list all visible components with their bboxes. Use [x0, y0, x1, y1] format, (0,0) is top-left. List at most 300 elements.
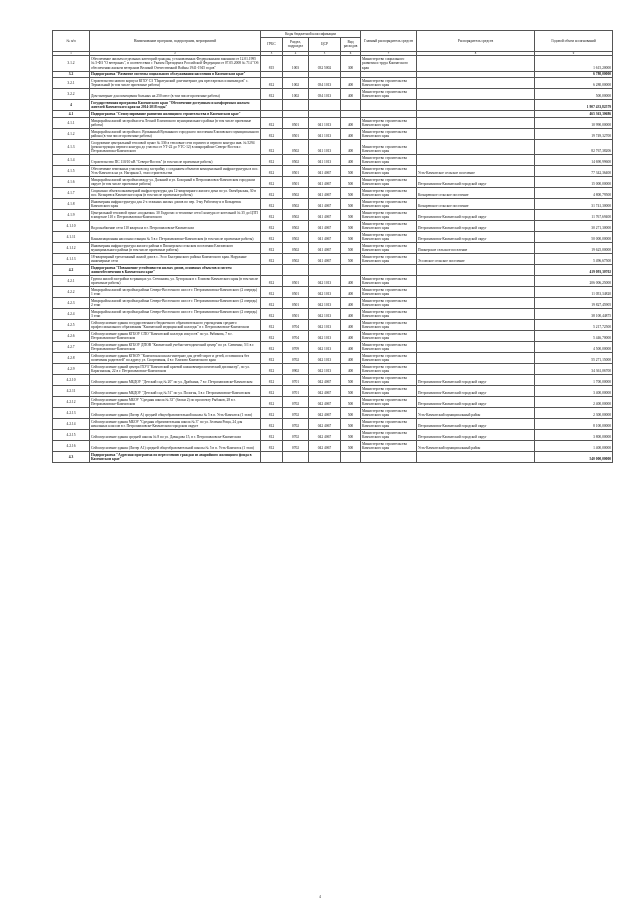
- row-grbs: 812: [261, 117, 283, 128]
- row-recipient: [417, 298, 535, 309]
- row-name: Сейсмоусиление здания КГКОУ "Камчатская школа-интернат для детей-сирот и детей, оставшихся без попечения родителей" по адресу ул. Спортивная, 4 в г. Елизово Камчатского края: [90, 353, 261, 364]
- row-vr: [341, 265, 361, 276]
- row-number: 4.2.3: [53, 298, 90, 309]
- row-vr: 500: [341, 188, 361, 199]
- row-csr: 041 4067: [309, 232, 341, 243]
- row-admin: Министерство строительства Камчатского края: [361, 430, 417, 441]
- row-vr: 400: [341, 298, 361, 309]
- row-amount: 5 217,72500: [535, 320, 613, 331]
- row-amount: 540 000,00000: [535, 452, 613, 463]
- row-recipient: Петропавловск-Камчатский городской округ: [417, 419, 535, 430]
- row-name: Сейсмоусиление здания МБОУ "Средняя образовательная школа № 3" по ул. Зеленая Роща, 24 для начальных классов в г. Петропавловске-Камчатском городском округе: [90, 419, 261, 430]
- row-number: 4.2.12: [53, 397, 90, 408]
- header-csr: ЦСР: [309, 37, 341, 51]
- row-amount: 4 500,00000: [535, 342, 613, 353]
- row-number: 4.2: [53, 265, 90, 276]
- table-row: [53, 386, 613, 397]
- row-grbs: 812: [261, 342, 283, 353]
- table-row: [53, 210, 613, 221]
- row-name: Сейсмоусиление здания МБДОУ "Детский сад № 20" по ул. Драбкина, 7 в г. Петропавловске-Камчатском: [90, 375, 261, 386]
- row-amount: 77 342,36400: [535, 166, 613, 177]
- table-row: [53, 430, 613, 441]
- row-vr: 500: [341, 177, 361, 188]
- row-rz: 0502: [283, 232, 309, 243]
- row-admin: Министерство строительства Камчатского края: [361, 386, 417, 397]
- row-vr: 400: [341, 309, 361, 320]
- row-recipient: [417, 100, 535, 111]
- row-admin: Министерство строительства Камчатского края: [361, 243, 417, 254]
- row-number: 4.1.8: [53, 199, 90, 210]
- row-name: Подпрограмма "Повышение устойчивости жилых домов, основных объектов и систем жизнеобеспечения в Камчатском крае": [90, 265, 261, 276]
- row-rz: 0502: [283, 188, 309, 199]
- row-recipient: [417, 265, 535, 276]
- row-grbs: 812: [261, 353, 283, 364]
- row-name: Обеспечение жильем отдельных категорий граждан, установленных Федеральными законами от 12.01.1995 № 5-ФЗ "О ветеранах", в соответствии с Указом Президента Российской Федерации от 07.05.2008 № 714 "Об обеспечении жильем ветеранов Великой Отечественной Войны 1941-1945 годов": [90, 56, 261, 71]
- row-amount: 2 300,00000: [535, 408, 613, 419]
- row-recipient: [417, 364, 535, 375]
- row-rz: 0701: [283, 386, 309, 397]
- row-recipient: Петропавловск-Камчатский городской округ: [417, 397, 535, 408]
- table-row: [53, 419, 613, 430]
- row-vr: 500: [341, 199, 361, 210]
- row-grbs: 812: [261, 419, 283, 430]
- row-grbs: 812: [261, 78, 283, 89]
- row-admin: Министерство строительства Камчатского края: [361, 320, 417, 331]
- row-amount: 5 446,70000: [535, 331, 613, 342]
- row-name: Подпрограмма "Адресная программа по переселению граждан из аварийного жилищного фонда в Камчатском крае": [90, 452, 261, 463]
- row-csr: 041 4067: [309, 254, 341, 265]
- row-vr: 400: [341, 89, 361, 100]
- row-grbs: 812: [261, 287, 283, 298]
- row-admin: Министерство строительства Камчатского края: [361, 276, 417, 287]
- row-vr: 500: [341, 375, 361, 386]
- row-number: 4.1.1: [53, 117, 90, 128]
- row-csr: 042 4067: [309, 408, 341, 419]
- table-row: [53, 375, 613, 386]
- row-number: 4: [53, 100, 90, 111]
- row-number: 4.2.14: [53, 419, 90, 430]
- row-rz: 1003: [283, 56, 309, 71]
- row-number: 4.2.4: [53, 309, 90, 320]
- row-csr: [309, 111, 341, 118]
- row-recipient: [417, 111, 535, 118]
- table-row: [53, 353, 613, 364]
- row-number: 4.1: [53, 111, 90, 118]
- row-vr: 500: [341, 397, 361, 408]
- row-admin: Министерство строительства Камчатского края: [361, 78, 417, 89]
- row-grbs: 812: [261, 364, 283, 375]
- row-number: 4.2.15: [53, 430, 90, 441]
- row-amount: 10 990,00000: [535, 117, 613, 128]
- row-vr: 500: [341, 430, 361, 441]
- row-amount: 38 100,44875: [535, 309, 613, 320]
- row-grbs: 812: [261, 232, 283, 243]
- row-admin: Министерство строительства Камчатского края: [361, 309, 417, 320]
- row-number: 4.2.7: [53, 342, 90, 353]
- row-rz: [283, 452, 309, 463]
- section-row: [53, 71, 613, 78]
- row-grbs: [261, 71, 283, 78]
- row-vr: [341, 111, 361, 118]
- table-row: [53, 177, 613, 188]
- row-amount: 31 741,30000: [535, 199, 613, 210]
- row-amount: 1 615,20000: [535, 56, 613, 71]
- table-row: [53, 199, 613, 210]
- row-admin: Министерство строительства Камчатского края: [361, 441, 417, 452]
- row-vr: 400: [341, 342, 361, 353]
- row-amount: 500,00000: [535, 89, 613, 100]
- row-admin: Министерство строительства Камчатского края: [361, 331, 417, 342]
- row-csr: 034 1013: [309, 89, 341, 100]
- row-rz: 0502: [283, 221, 309, 232]
- row-grbs: 812: [261, 276, 283, 287]
- table-row: [53, 89, 613, 100]
- row-grbs: 812: [261, 155, 283, 166]
- row-amount: 2 400,00000: [535, 397, 613, 408]
- table-row: [53, 287, 613, 298]
- row-csr: 042 4067: [309, 419, 341, 430]
- row-rz: 1002: [283, 89, 309, 100]
- row-admin: Министерство строительства Камчатского края: [361, 89, 417, 100]
- row-rz: 0902: [283, 364, 309, 375]
- row-csr: 041 1013: [309, 128, 341, 139]
- row-admin: [361, 452, 417, 463]
- row-recipient: [417, 128, 535, 139]
- section-row: [53, 111, 613, 118]
- row-amount: 11 767,69400: [535, 210, 613, 221]
- row-admin: Министерство строительства Камчатского края: [361, 128, 417, 139]
- row-name: Инженерная инфраструктура жилого района в Пионерском сельском поселении Елизовского муниципального района (в том числе проектные работы): [90, 243, 261, 254]
- row-recipient: Пионерское сельское поселение: [417, 243, 535, 254]
- table-row: [53, 221, 613, 232]
- row-admin: Министерство строительства Камчатского края: [361, 342, 417, 353]
- row-csr: 042 1013: [309, 287, 341, 298]
- row-rz: 0501: [283, 276, 309, 287]
- row-rz: 0501: [283, 128, 309, 139]
- row-csr: 041 4067: [309, 221, 341, 232]
- row-recipient: Козыревское сельское поселение: [417, 188, 535, 199]
- row-csr: 041 4067: [309, 166, 341, 177]
- row-grbs: 812: [261, 254, 283, 265]
- row-recipient: [417, 287, 535, 298]
- row-amount: 6 780,00000: [535, 71, 613, 78]
- row-admin: Министерство строительства Камчатского края: [361, 298, 417, 309]
- row-admin: Министерство строительства Камчатского края: [361, 210, 417, 221]
- table-row: [53, 309, 613, 320]
- row-grbs: 812: [261, 375, 283, 386]
- row-grbs: 812: [261, 408, 283, 419]
- row-vr: 500: [341, 441, 361, 452]
- table-row: [53, 254, 613, 265]
- row-csr: 041 1013: [309, 155, 341, 166]
- row-csr: 032 5002: [309, 56, 341, 71]
- table-row: [53, 408, 613, 419]
- row-csr: 042 4067: [309, 397, 341, 408]
- budget-table-sheet: [52, 30, 612, 463]
- row-grbs: 812: [261, 430, 283, 441]
- row-name: Сейсмоусиление здания (Литер А1) средней общеобразовательной школы № 5 в п. Усть-Камчатск (1 этап): [90, 441, 261, 452]
- row-number: 4.2.10: [53, 375, 90, 386]
- row-admin: Министерство строительства Камчатского края: [361, 188, 417, 199]
- table-row: [53, 139, 613, 154]
- row-name: Обеспечение земельных участков под застройку с созданием объектов коммунальной инфраструктуры в пос. Усть-Камчатск на ул. Нагорная 3, этап строительства: [90, 166, 261, 177]
- row-rz: 1002: [283, 78, 309, 89]
- row-rz: 0501: [283, 287, 309, 298]
- row-vr: [341, 452, 361, 463]
- row-rz: [283, 265, 309, 276]
- row-rz: 0702: [283, 397, 309, 408]
- section-row: [53, 265, 613, 276]
- row-number: 3.2: [53, 71, 90, 78]
- row-amount: 50 000,00000: [535, 232, 613, 243]
- row-csr: 041 4067: [309, 210, 341, 221]
- row-grbs: 812: [261, 221, 283, 232]
- row-name: Сейсмоусиление здания КГБОУ ДПОВ "Камчатский учебно-методический центр" по ул. Савченко, 5/1 в г. Петропавловске-Камчатском: [90, 342, 261, 353]
- row-grbs: 812: [261, 139, 283, 154]
- row-admin: [361, 265, 417, 276]
- table-row: [53, 56, 613, 71]
- row-name: Сейсмоусиление здания государственного бюджетного образовательного учреждения среднего профессионального образования "Камчатский медицинский колледж" в г. Петропавловске-Камчатском: [90, 320, 261, 331]
- row-recipient: Козыревское сельское поселение: [417, 199, 535, 210]
- row-csr: [309, 100, 341, 111]
- row-rz: 0704: [283, 320, 309, 331]
- row-rz: 0501: [283, 166, 309, 177]
- row-recipient: Эссовское сельское поселение: [417, 254, 535, 265]
- row-vr: 400: [341, 276, 361, 287]
- row-vr: 400: [341, 364, 361, 375]
- table-body: [53, 56, 613, 463]
- row-csr: 042 1013: [309, 364, 341, 375]
- header-amount: Годовой объем ассигнований: [535, 31, 613, 52]
- row-recipient: [417, 276, 535, 287]
- row-recipient: [417, 117, 535, 128]
- header-vr: Вид расходов: [341, 37, 361, 51]
- row-vr: 500: [341, 210, 361, 221]
- index-cell: 8: [417, 51, 535, 56]
- row-name: Сейсмоусиление зданий центра ГБУЗ "Камчатский краевой кожновенерологический диспансер", по ул. Карагинская, 22 в г. Петропавловске-Камчатском: [90, 364, 261, 375]
- row-rz: 0502: [283, 210, 309, 221]
- row-admin: Министерство строительства Камчатского края: [361, 287, 417, 298]
- row-number: 3.2.2: [53, 89, 90, 100]
- row-rz: 0702: [283, 353, 309, 364]
- row-admin: Министерство строительства Камчатского края: [361, 232, 417, 243]
- row-csr: 041 4067: [309, 188, 341, 199]
- index-cell: 5: [309, 51, 341, 56]
- row-recipient: Петропавловск-Камчатский городской округ: [417, 177, 535, 188]
- row-admin: Министерство строительства Камчатского края: [361, 166, 417, 177]
- row-grbs: 812: [261, 320, 283, 331]
- row-amount: 11 053,34820: [535, 287, 613, 298]
- row-grbs: 812: [261, 210, 283, 221]
- row-grbs: 812: [261, 89, 283, 100]
- header-recipient: Распорядитель средств: [417, 31, 535, 52]
- row-number: 4.2.11: [53, 386, 90, 397]
- row-csr: 042 4067: [309, 386, 341, 397]
- index-cell: 9: [535, 51, 613, 56]
- row-amount: 5 496,67500: [535, 254, 613, 265]
- row-rz: 0501: [283, 177, 309, 188]
- table-row: [53, 298, 613, 309]
- header-num: № п/п: [53, 31, 90, 52]
- row-amount: 19 827,45905: [535, 298, 613, 309]
- row-name: Сейсмоусиление здания МБОУ "Средняя школа № 33" (блоки 2) по проспекту Рыбаков, 28 в г. Петропавловске-Камчатском: [90, 397, 261, 408]
- row-recipient: Петропавловск-Камчатский городской округ: [417, 232, 535, 243]
- row-admin: Министерство строительства Камчатского края: [361, 375, 417, 386]
- row-rz: [283, 71, 309, 78]
- row-rz: 0502: [283, 199, 309, 210]
- table-row: [53, 78, 613, 89]
- row-vr: 400: [341, 320, 361, 331]
- row-vr: 500: [341, 221, 361, 232]
- row-name: Строительство нового корпуса КГБУ СЗ "Паратунский дом-интернат для престарелых и инвалидов" с. Термальный (в том числе проектные работы): [90, 78, 261, 89]
- row-vr: 400: [341, 128, 361, 139]
- row-grbs: 812: [261, 298, 283, 309]
- table-row: [53, 276, 613, 287]
- row-grbs: 815: [261, 56, 283, 71]
- header-codes-group: Коды бюджетной классификации: [261, 31, 361, 38]
- row-number: 4.2.8: [53, 353, 90, 364]
- row-amount: 206 006,25000: [535, 276, 613, 287]
- row-vr: 400: [341, 117, 361, 128]
- row-csr: 042 4067: [309, 430, 341, 441]
- row-rz: 0501: [283, 309, 309, 320]
- row-amount: 3 400,00000: [535, 386, 613, 397]
- row-rz: 0502: [283, 243, 309, 254]
- row-grbs: [261, 111, 283, 118]
- table-row: [53, 320, 613, 331]
- row-amount: 465 363,30686: [535, 111, 613, 118]
- row-rz: [283, 111, 309, 118]
- row-recipient: [417, 89, 535, 100]
- row-rz: 0709: [283, 342, 309, 353]
- row-csr: 042 4067: [309, 441, 341, 452]
- row-name: Микрорайон жилой застройки района Северо-Восточного шоссе г. Петропавловска-Камчатского (2 очередь) 1 этап: [90, 287, 261, 298]
- row-vr: 500: [341, 243, 361, 254]
- row-name: Микрорайон жилой застройки м-н Лесной Елизовского муниципального района (в том числе проектные работы): [90, 117, 261, 128]
- row-recipient: Усть-Камчатское сельское поселение: [417, 166, 535, 177]
- row-vr: [341, 71, 361, 78]
- row-amount: 1 700,00000: [535, 375, 613, 386]
- row-recipient: [417, 342, 535, 353]
- header-rz: Раздел, подраздел: [283, 37, 309, 51]
- table-row: [53, 364, 613, 375]
- row-rz: 0701: [283, 375, 309, 386]
- table-row: [53, 128, 613, 139]
- row-amount: 34 361,06700: [535, 364, 613, 375]
- row-grbs: 812: [261, 386, 283, 397]
- index-cell: 2: [90, 51, 261, 56]
- table-row: [53, 232, 613, 243]
- row-amount: 1 907 433,82579: [535, 100, 613, 111]
- row-number: 4.1.10: [53, 221, 90, 232]
- row-name: Строительство ПС 110/10 кВ "Северо-Восток" (в том числе проектные работы): [90, 155, 261, 166]
- table-header: [53, 31, 613, 56]
- row-number: 4.1.9: [53, 210, 90, 221]
- row-vr: 500: [341, 419, 361, 430]
- row-grbs: 812: [261, 309, 283, 320]
- row-admin: Министерство строительства Камчатского края: [361, 353, 417, 364]
- row-csr: 042 1013: [309, 276, 341, 287]
- table-row: [53, 243, 613, 254]
- row-amount: 55 271,15000: [535, 353, 613, 364]
- page-number: 4: [319, 894, 321, 899]
- row-admin: Министерство строительства Камчатского края: [361, 419, 417, 430]
- row-csr: 041 4067: [309, 177, 341, 188]
- row-rz: 0702: [283, 430, 309, 441]
- row-csr: [309, 452, 341, 463]
- row-recipient: Петропавловск-Камчатский городской округ: [417, 430, 535, 441]
- row-number: 3.2.1: [53, 78, 90, 89]
- index-cell: 6: [341, 51, 361, 56]
- row-csr: 042 1013: [309, 342, 341, 353]
- table-row: [53, 166, 613, 177]
- row-csr: [309, 265, 341, 276]
- row-admin: Министерство строительства Камчатского края: [361, 139, 417, 154]
- row-name: Инженерная инфраструктура для 2-х этажных жилых домов по пер. 3-му Рабочему и в Козыревск Камчатского края: [90, 199, 261, 210]
- row-csr: 042 1013: [309, 309, 341, 320]
- row-number: 4.3: [53, 452, 90, 463]
- row-rz: 0501: [283, 117, 309, 128]
- row-amount: 82 767,38206: [535, 139, 613, 154]
- row-admin: Министерство строительства Камчатского края: [361, 364, 417, 375]
- row-amount: 15 000,00000: [535, 177, 613, 188]
- row-rz: 0704: [283, 331, 309, 342]
- row-rz: [283, 100, 309, 111]
- row-csr: 042 1013: [309, 353, 341, 364]
- index-cell: 4: [283, 51, 309, 56]
- row-vr: 400: [341, 155, 361, 166]
- row-vr: 400: [341, 139, 361, 154]
- row-vr: 300: [341, 56, 361, 71]
- table-row: [53, 342, 613, 353]
- row-vr: [341, 100, 361, 111]
- row-amount: 19 625,00000: [535, 243, 613, 254]
- row-name: Водоснабжение сети 110 квартала в г. Петропавловске-Камчатском: [90, 221, 261, 232]
- row-grbs: 812: [261, 441, 283, 452]
- row-amount: 3 800,00000: [535, 430, 613, 441]
- row-name: Сейсмоусиление здания КГБОУ СПО "Камчатский колледж искусств" по ул. Рябикова, 7 в г. Петропавловске-Камчатском: [90, 331, 261, 342]
- row-number: 4.1.12: [53, 243, 90, 254]
- row-admin: Министерство строительства Камчатского края: [361, 254, 417, 265]
- table-row: [53, 441, 613, 452]
- row-name: Центральный тепловой пункт «подкачки» 30 Гидрочас и тепловые сети I контура от котельной № 35 до ЦТП в квартале 110 г. Петропавловска-Камчатского: [90, 210, 261, 221]
- row-grbs: [261, 452, 283, 463]
- row-name: Микрорайон жилой застройки п. Вулканный Вулканного городского поселения Елизовского муниципального района (в том числе проектные работы): [91, 129, 260, 138]
- row-recipient: [417, 155, 535, 166]
- row-admin: Министерство строительства Камчатского края: [361, 408, 417, 419]
- row-vr: 500: [341, 232, 361, 243]
- row-name: Подпрограмма "Развитие системы социального обслуживания населения в Камчатском крае": [90, 71, 261, 78]
- row-admin: Министерство строительства Камчатского края: [361, 199, 417, 210]
- row-csr: 041 4067: [309, 243, 341, 254]
- row-name: Микрорайон жилой застройки района Северо-Восточного шоссе г. Петропавловска-Камчатского (2 очередь) 3 этап: [90, 309, 261, 320]
- row-recipient: [417, 331, 535, 342]
- budget-table: [52, 30, 613, 463]
- row-number: 4.2.16: [53, 441, 90, 452]
- header-grbs: ГРБС: [261, 37, 283, 51]
- row-vr: 400: [341, 353, 361, 364]
- row-rz: 0501: [283, 298, 309, 309]
- row-amount: 14 690,99600: [535, 155, 613, 166]
- row-number: 3.1.2: [53, 56, 90, 71]
- section-row: [53, 452, 613, 463]
- row-vr: 500: [341, 254, 361, 265]
- row-recipient: Петропавловск-Камчатский городской округ: [417, 386, 535, 397]
- row-number: 4.2.1: [53, 276, 90, 287]
- row-csr: 041 4067: [309, 199, 341, 210]
- row-name: Микрорайон жилой застройки района Северо-Восточного шоссе г. Петропавловска-Камчатского (2 очередь) 2 этап: [90, 298, 261, 309]
- header-name: Наименование программ, подпрограмм, мероприятий: [90, 31, 261, 52]
